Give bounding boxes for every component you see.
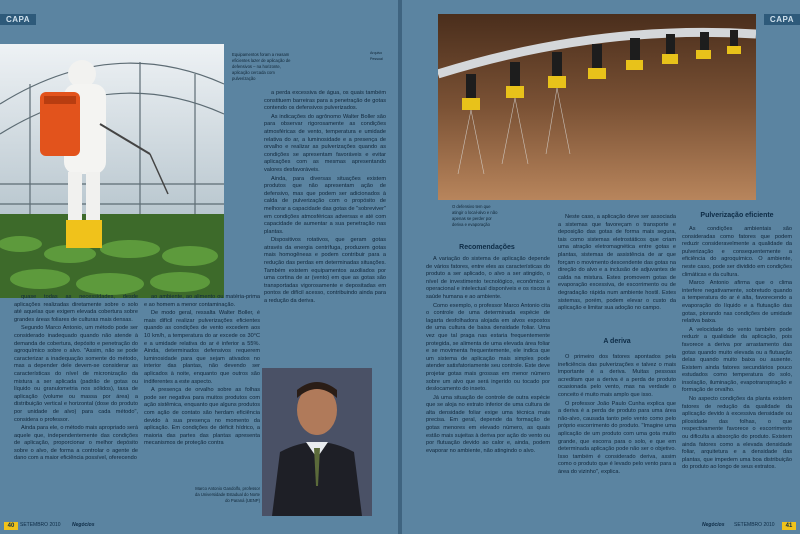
paragraph: A presença de orvalho sobre as folhas pode ser negativa para muitos produtos com ação sistêmica, enquanto que alguns produtos com ação de contato são herdam eficiência devido à sua presença no momento da aplicação. Em condições de déficit hídrico, a maioria das partes das plantas apresenta mecanismos de proteção contra	[144, 387, 260, 447]
paragraph: A variação do sistema de aplicação depende de vários fatores, entre eles as características do produto a ser aplicado, o alvo a ser atingido, o nível de investimento tecnológico, econômico e operacional e intelectual disponíveis e os riscos à saúde humana e ao ambiente.	[426, 256, 550, 300]
sprinkler-illustration	[438, 14, 756, 200]
right-column-2-lower	[558, 354, 676, 478]
right-page	[402, 0, 800, 534]
paragraph: Dispositivos rotativos, que geram gotas através da energia centrífuga, produzem gotas mais homogêneas e podem contribuir para a redução das perdas em determinadas situações. Também existem equipamentos auxiliados por uma cortina de ar (vento) em que as gotas são transportadas vigorosamente e depositadas em pontos de difícil acesso, contribuindo ainda para a redução da deriva.	[264, 237, 386, 305]
footer-brand-right: Negócios	[702, 522, 725, 528]
paragraph: Marco Antonio afirma que o clima interfere negativamente, sobretudo quando a temperatura do ar é alta, favorecendo a evaporação do líquido e a flutuação das gotas, piorando nas condições de umidade relativa baixa.	[682, 280, 792, 325]
left-page	[0, 0, 398, 534]
paragraph: De modo geral, ressalta Walter Boller, é mais difícil realizar pulverizações eficientes quando as condições de vento excedem aos 10 km/h, a temperatura do ar excede os 30°C e a umidade relativa do ar é inferior a 55%. Ainda, determinados defensivos requerem luminosidade para que sejam ativados no interior das plantas, não devendo ser aplicados à noite, enquanto que outros são indiferentes a este aspecto.	[144, 310, 260, 385]
right-column-2	[558, 214, 676, 314]
paragraph: As condições ambientais são consideradas como fatores que podem reduzir consideravelmente a qualidade da pulverização e consequentemente a eficiência do agroquímico. O ambiente, neste caso, pode ser dividido em condições climáticas e da cultura.	[682, 226, 792, 278]
heading-deriva: A deriva	[603, 338, 631, 345]
greenhouse-sprayer-photo	[0, 44, 224, 298]
left-column-3	[264, 90, 386, 307]
sprayer-caption: O defensivo tem que atingir o local-alvo e não apenas se perder por deriva e evaporação	[452, 204, 498, 227]
greenhouse-illustration	[0, 44, 224, 298]
paragraph: Neste caso, a aplicação deve ser associada a sistemas que favoreçam o transporte e deposição das gotas de forma mais segura, tais como sistemas eletrostáticos que criam uma atração eletromagnética entre gotas e plantas, sistemas de assistência de ar que forçam o movimento descendente das gotas na direção do alvo e a inclusão de adjuvantes de calda na mistura. Estes promovem gotas de evaporação excessiva, de escorrimento ou de degradação rápida num ambiente hostil. Estes sistemas, porém, podem elevar o custo da aplicação e limitar sua adoção no campo.	[558, 214, 676, 312]
greenhouse-caption: Equipamentos foram a reasam eficientes lazer de aplicação de defensivos – na horizonte, aplicação cercada com pulverização	[232, 52, 291, 81]
paragraph: Como exemplo, o professor Marco Antonio cita o controle de uma determinada espécie de lagarta desfolhadora alojada em alvos expostos de uma cultura de baixa densidade foliar. Uma vez que tal praga nas estaria frequentemente protegida, se alimenta de uma elevada área foliar e se movimenta frequentemente, ele indica que um sistema de aplicação mais simples pode atender satisfatoriamente seu controle. Este deve projetar gotas mais grossas em menor número sobre um alvo que será ingerido ou tocado por deslocamento do inseto.	[426, 302, 550, 393]
paragraph: Ainda, para diversas situações existem produtos que não apresentam ação de defensivo, mas que podem ser adicionados à calda de pulverização com o propósito de melhorar a capacidade das gotas de "sobreviver" em condições atmosféricas adversas e até com capacidade de aumentar a sua penetração nas plantas.	[264, 175, 386, 235]
paragraph: O professor João Paulo Cunha explica que a deriva é a perda de produto para uma área não-alvo, causada tanto pelo vento como pelo próprio escorrimento do produto. "Imagine uma aplicação de um produto com uma gota muito grande, que escorra para o solo, e que em determinada aplicação pode não ser o objetivo. Isso também é considerado deriva, assim como o produto que é levado pelo vento para a área do vizinho", explica.	[558, 400, 676, 475]
right-column-3	[682, 226, 792, 473]
paragraph: A velocidade do vento também pode reduzir a qualidade da aplicação, pois favorece a deriva por arrastamento das gotas quando muito elevada ou a flutuação delas quando muito baixa ou ausente. Existem ainda fatores secundários pouco estudados como temperatura do solo, insolação, iluminação, evapotranspiração e formação de orvalho.	[682, 326, 792, 394]
heading-recomendacoes: Recomendações	[459, 244, 515, 251]
page-number-left: 40	[4, 522, 18, 530]
section-tab-right: CAPA	[764, 14, 800, 25]
paragraph: Já uma situação de controle de outra espécie que se aloja no extrato inferior de uma cultura de alta densidade foliar exige uma técnica mais precisa. Em geral, depende da formação de gotas menores em elevado número, as quais estão mais sujeitas à deriva por ação do vento ou por flutuação devido ao calor e, ainda, podem evaporar no ambiente, não atingindo o alvo.	[426, 394, 550, 454]
page-number-right: 41	[782, 522, 796, 530]
portrait-illustration	[262, 368, 372, 516]
footer-brand-left: Negócios	[72, 522, 95, 528]
section-tab-left: CAPA	[0, 14, 36, 25]
footer-month-left: SETEMBRO 2010	[20, 522, 61, 528]
paragraph: Segundo Marco Antonio, um método pode ser considerado inadequado quando não atende à demanda de cobertura, depósito e penetração do agroquímico sobre o alvo. "Assim, não se pode caracterizar a inadequação somente do método, mas a depender dele devem-se considerar as características do nível de micronização da mistura a ser aplicada (padrão de gotas ou líquido ou granulometria nos sólidos), taxa de aplicação (volume ou massa por área) a distribuição vertical e horizontal (dose do produto por unidade de alvo) para cada método", considera o professor.	[14, 325, 138, 423]
portrait-caption: Marco Antonio Gandolfo, professor da Universidade Estadual do Norte do Paraná (UENP)	[195, 486, 260, 503]
right-column-1	[426, 256, 550, 456]
footer-month-right: SETEMBRO 2010	[734, 522, 775, 528]
left-column-1	[14, 294, 138, 464]
sprinkler-photo	[438, 14, 756, 200]
paragraph: a perda excessiva de água, os quais também constituem barreiras para a penetração de gotas contendo os defensivos pulverizados.	[264, 90, 386, 112]
paragraph: Ainda para ele, o método mais apropriado será aquele que, independentemente das condições de aplicação, proporcionar o melhor depósito sobre o alvo, de forma a controlar o agente de dano com a maior eficiência possível, oferecendo	[14, 425, 138, 462]
paragraph: No aspecto condições da planta existem fatores de redução da qualidade da aplicação devido à excessiva densidade ou pilosidade das folhas, o que respectivamente favorece o escorrimento ou dificulta a absorção do produto. Existem ainda fatores como a elevada densidade foliar, arquitetura e a densidade das plantas, que impedem uma boa distribuição do produto ao longo de seus extratos.	[682, 396, 792, 471]
heading-pulverizacao-eficiente: Pulverização eficiente	[700, 212, 774, 219]
paragraph: ao ambiente, ao alimento ou matéria-prima e ao homem a menor contaminação.	[144, 294, 260, 308]
paragraph: quase todas as necessidades, desde aplicações realizadas diretamente sobre o solo até aquelas que exigem elevada cobertura sobre grandes áreas foliares de culturas mais densas.	[14, 294, 138, 323]
paragraph: As indicações do agrônomo Walter Boller são para observar rigorosamente as condições atmosféricas de vento, temperatura e umidade relativa do ar, a luminosidade e a presença de orvalho e realizar as pulverizações quando as condições se apresentam favoráveis e evitar aplicações com as mesmas apresentando valores desfavoráveis.	[264, 113, 386, 173]
photo-credit: Arquivo Pessoal	[370, 51, 383, 61]
left-column-2	[144, 294, 260, 449]
professor-portrait	[262, 368, 372, 516]
paragraph: O primeiro dos fatores apontados pela ineficiência das pulverizações e talvez o mais importante é a deriva. Muitas pessoas acreditam que a deriva é a perda de produto ocasionada pelo vento, mas na verdade o conceito é muito mais amplo que isso.	[558, 354, 676, 398]
